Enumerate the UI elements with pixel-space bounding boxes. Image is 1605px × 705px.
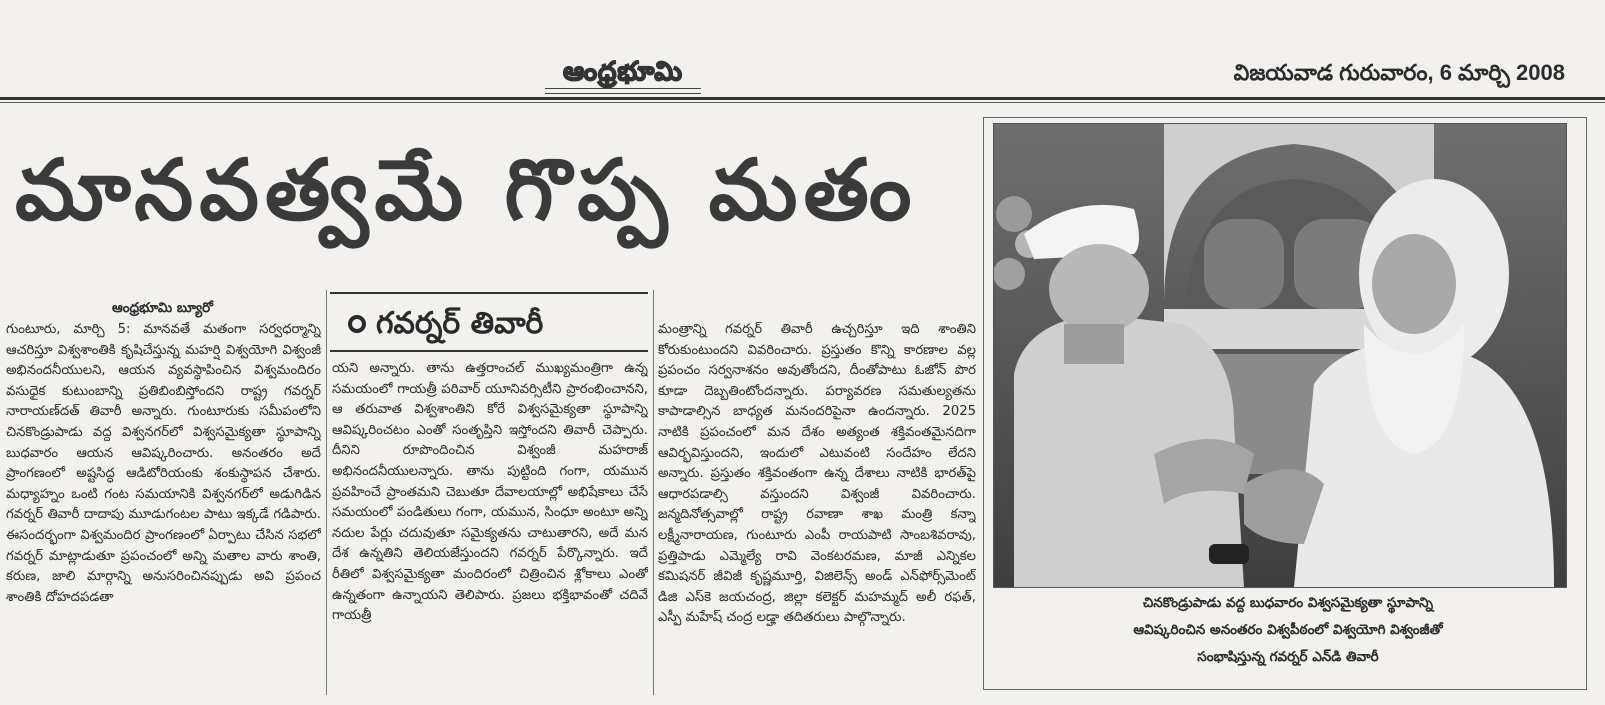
- dateline: విజయవాడ గురువారం, 6 మార్చి 2008: [1233, 60, 1565, 85]
- headline: మానవత్వమే గొప్ప మతం: [15, 141, 918, 239]
- column-divider: [326, 290, 327, 695]
- masthead-rule-thin: [0, 102, 1605, 103]
- article-column-2: [332, 359, 648, 695]
- subhead-text: గవర్నర్ తివారీ: [376, 306, 544, 341]
- byline: ఆంధ్రభూమి బ్యూరో: [112, 300, 214, 316]
- masthead: [0, 0, 1605, 95]
- news-photo: [993, 123, 1567, 588]
- article-column-3: [658, 320, 976, 695]
- masthead-rule: [0, 97, 1605, 100]
- subhead-rule-top: [330, 292, 648, 294]
- logo-underline: [545, 88, 701, 94]
- caption-line: చినకొండ్రుపాడు వద్ద బుధవారం విశ్వసమైక్యతా స్థూపాన్ని: [1142, 595, 1434, 611]
- caption-line: ఆవిష్కరించిన అనంతరం విశ్వపీఠంలో విశ్వయోగి విశ్వంజీతో: [1133, 622, 1443, 638]
- subhead: [348, 302, 648, 346]
- newspaper-logo: ఆంధ్రభూమి: [563, 57, 683, 87]
- column-2-text: యని అన్నారు. తాను ఉత్తరాంచల్ ముఖ్యమంత్రిగా ఉన్న సమయంలో గాయత్రీ పరివార్ యూనివర్సిటీని ప్రారంభించానని, ఆ తరువాత విశ్వశాంతిని కోరే విశ్వసమైక్యతా స్థూపాన్ని ఆవిష్కరించటం ఎంతో సంతృప్తిని ఇస్తోందని తివారీ చెప్పారు. దీనిని రూపొందించిన విశ్వంజీ మహరాజ్ అభినందనీయులన్నారు. తాను పుట్టింది గంగా, యమున ప్రవహించే ప్రాంతమని చెబుతూ దేవాలయాల్లో అభిషేకాలు చేసే సమయంలో పండితులు గంగా, యమున, సింధూ అంటూ అన్ని నదుల పేర్లు చదువుతూ సమైక్యతను చాటుతారని, అదే మన దేశ ఉన్నతిని తెలియజేస్తుందని గవర్నర్ పేర్కొన్నారు. ఇదే రీతిలో విశ్వసమైక్యతా మందిరంలో చిత్రించిన శ్లోకాలు ఎంతో ఉన్నతంగా ఉన్నాయని తెలిపారు. ప్రజలు భక్తిభావంతో చదివే గాయత్రీ: [332, 361, 648, 624]
- subhead-rule-bottom: [330, 350, 648, 352]
- column-divider: [653, 290, 654, 695]
- column-3-text: మంత్రాన్ని గవర్నర్ తివారీ ఉచ్చరిస్తూ ఇది శాంతిని కోరుకుంటుందని వివరించారు. ప్రస్తుతం కొన్ని కారణాల వల్ల ప్రపంచం సర్వనాశనం అవుతోందని, దీంతోపాటు ఓజోన్ పొర కూడా దెబ్బతింటోందన్నారు. పర్యావరణ సమతుల్యతను కాపాడాల్సిన బాధ్యత మనందరిపైనా ఉందన్నారు. 2025 నాటికి ప్రపంచంలో మన దేశం అత్యంత శక్తివంతమైనదిగా ఆవిర్భవిస్తుందని, ఇందులో ఎటువంటి సందేహం లేదని అన్నారు. ప్రస్తుతం శక్తివంతంగా ఉన్న దేశాలు నాటికి భారత్‌పై ఆధారపడాల్సి వస్తుందని విశ్వంజీ వివరించారు. జన్మదినోత్సవాల్లో రాష్ట్ర రవాణా శాఖ మంత్రి కన్నా లక్ష్మీనారాయణ, గుంటూరు ఎంపీ రాయపాటి సాంబశివరావు, ప్రత్తిపాడు ఎమ్మెల్యే రావి వెంకటరమణ, మాజీ ఎన్నికల కమిషనర్ జీవిజీ కృష్ణమూర్తి, విజిలెన్స్ అండ్ ఎన్‌ఫోర్స్‌మెంట్ డిజి ఎస్‌కె జయచంద్ర, జిల్లా కలెక్టర్ మహమ్మద్ అలీ రఫత్, ఎస్పీ మహేష్ చంద్ర లడ్హా తదితరులు పాల్గొన్నారు.: [658, 322, 976, 626]
- photo-caption: [993, 590, 1583, 671]
- photo-illustration: [994, 124, 1566, 587]
- article-column-1: [6, 320, 321, 695]
- column-1-text: గుంటూరు, మార్చి 5: మానవతే మతంగా సర్వధర్మాన్ని ఆచరిస్తూ విశ్వశాంతికి కృషిచేస్తున్న మహర్షి విశ్వయోగి విశ్వంజీ అభినందనీయులని, ఆయన వ్యవస్థాపించిన విశ్వమందిరం వసుధైక కుటుంబాన్ని ప్రతిబింబిస్తోందని రాష్ట్ర గవర్నర్ నారాయణ్‌దత్ తివారీ అన్నారు. గుంటూరుకు సమీపంలోని చినకొండ్రుపాడు వద్ద విశ్వనగర్‌లో విశ్వసమైక్యతా స్థూపాన్ని బుధవారం ఆయన ఆవిష్కరించారు. అనంతరం అదే ప్రాంగణంలో అష్టసిద్ధ ఆడిటోరియంకు శంకుస్థాపన చేశారు. మధ్యాహ్నం ఒంటి గంట సమయానికి విశ్వనగర్‌లో అడుగిడిన గవర్నర్ తివారీ దాదాపు మూడుగంటల పాటు ఇక్కడే గడిపారు. ఈసందర్భంగా విశ్వమందిర ప్రాంగణంలో ఏర్పాటు చేసిన సభలో గవర్నర్ మాట్లాడుతూ ప్రపంచంలో అన్ని మతాల వారు శాంతి, కరుణ, జాలి మార్గాన్ని అనుసరించినప్పుడు అవి ప్రపంచ శాంతికి దోహదపడతా: [6, 322, 321, 605]
- caption-line: సంభాషిస్తున్న గవర్నర్ ఎన్‌డి తివారీ: [1197, 649, 1379, 665]
- bullet-circle-icon: [348, 315, 366, 333]
